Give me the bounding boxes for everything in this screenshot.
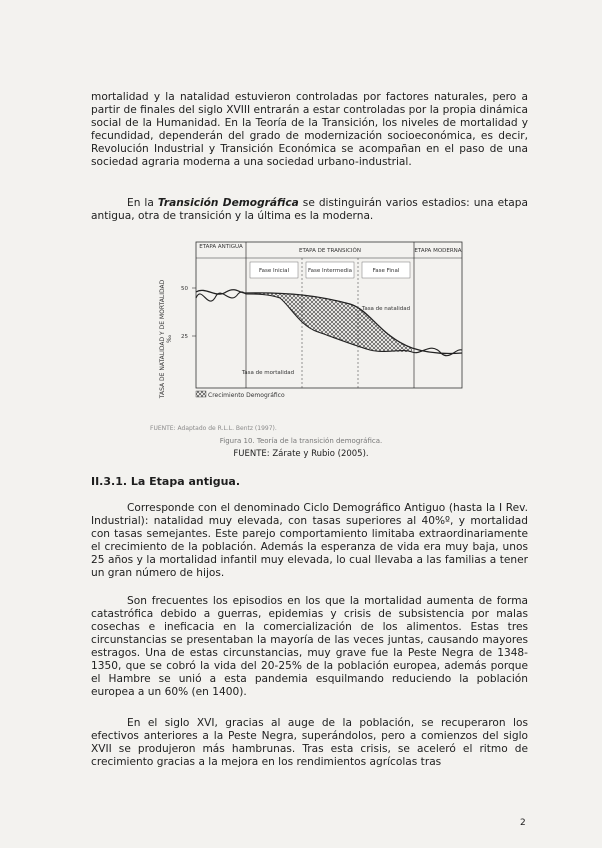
demographic-transition-diagram bbox=[150, 236, 470, 436]
mortalidad-label: Tasa de mortalidad bbox=[241, 370, 295, 376]
paragraph-siglo-xvi: En el siglo XVI, gracias al auge de la población, se recuperaron los efectivos anteriores a la Peste Negra, superándolos, pero a comienzos del siglo XVII se produjeron más hambrunas. Tras esta crisis, se aceleró el ritmo de crecimiento gracias a la mejora en los rendimientos agrícolas tras bbox=[91, 717, 528, 768]
stage-moderna-label: ETAPA MODERNA bbox=[414, 248, 462, 254]
figure-source-note: FUENTE: Adaptado de R.L.L. Bentz (1997). bbox=[150, 425, 277, 432]
stage-transicion-label: ETAPA DE TRANSICIÓN bbox=[299, 248, 361, 254]
paragraph-stages bbox=[91, 197, 528, 223]
paragraph-mortalidad: Son frecuentes los episodios en los que la mortalidad aumenta de forma catastrófica debido a guerras, epidemias y crisis de subsistencia por malas cosechas e ineficacia en la comercialización de los alimentos. Estas tres circunstancias se presentaban la mayoría de las veces juntas, causando mayores estragos. Una de estas circunstancias, muy grave fue la Peste Negra de 1348-1350, que se cobró la vida del 20-25% de la población europea, además porque el Hambre se unió a esta pandemia esquilmando reduciendo la población europea a un 60% (en 1400). bbox=[91, 595, 528, 698]
paragraph-stages-end: se distinguirán varios estadios: una etapa antigua, otra de transición y la última es la moderna. bbox=[91, 197, 529, 222]
y-tick-25: 25 bbox=[181, 334, 188, 340]
figure-caption: Figura 10. Teoría de la transición demográfica. bbox=[219, 437, 383, 445]
figure-source: FUENTE: Zárate y Rubio (2005). bbox=[233, 449, 369, 459]
term-transicion-demografica: Transición Demográfica bbox=[157, 197, 299, 209]
legend-label: Crecimiento Demográfico bbox=[208, 392, 285, 399]
page-number: 2 bbox=[520, 818, 526, 828]
y-tick-50: 50 bbox=[181, 286, 188, 292]
natalidad-label: Tasa de natalidad bbox=[361, 306, 411, 312]
paragraph-intro: mortalidad y la natalidad estuvieron controladas por factores naturales, pero a partir de finales del siglo XVIII entrarán a estar controladas por la propia dinámica social de la Humanidad. En la Teoría de la Transición, los niveles de mortalidad y fecundidad, dependerán del grado de modernización socioeconómica, es decir, Revolución Industrial y Transición Económica se acompañan en el paso de una sociedad agraria moderna a una sociedad urbano-industrial. bbox=[91, 91, 528, 168]
y-axis-label: TASA DE NATALIDAD Y DE MORTALIDAD ‰ bbox=[159, 279, 173, 399]
paragraph-stages-start: En la bbox=[127, 197, 158, 209]
stage-antigua-label bbox=[199, 244, 243, 250]
legend-swatch bbox=[196, 391, 206, 397]
stage-antigua-text: ETAPA ANTIGUA bbox=[199, 244, 243, 250]
demographic-transition-figure bbox=[150, 236, 470, 442]
phase-inicial-label: Fase Inicial bbox=[258, 268, 290, 274]
paragraph-etapa-antigua: Corresponde con el denominado Ciclo Demográfico Antiguo (hasta la I Rev. Industrial): natalidad muy elevada, con tasas superiores al 40%º, y mortalidad con tasas semejantes. Este parejo comportamiento limitaba extraordinariamente el crecimiento de la población. Además la esperanza de vida era muy baja, unos 25 años y la mortalidad infantil muy elevada, lo cual llevaba a las familias a tener un gran número de hijos. bbox=[91, 502, 528, 579]
section-heading: II.3.1. La Etapa antigua. bbox=[91, 475, 241, 488]
growth-area bbox=[246, 293, 412, 352]
phase-final-label: Fase Final bbox=[372, 268, 400, 274]
phase-intermedia-label: Fase Intermedia bbox=[308, 268, 352, 274]
